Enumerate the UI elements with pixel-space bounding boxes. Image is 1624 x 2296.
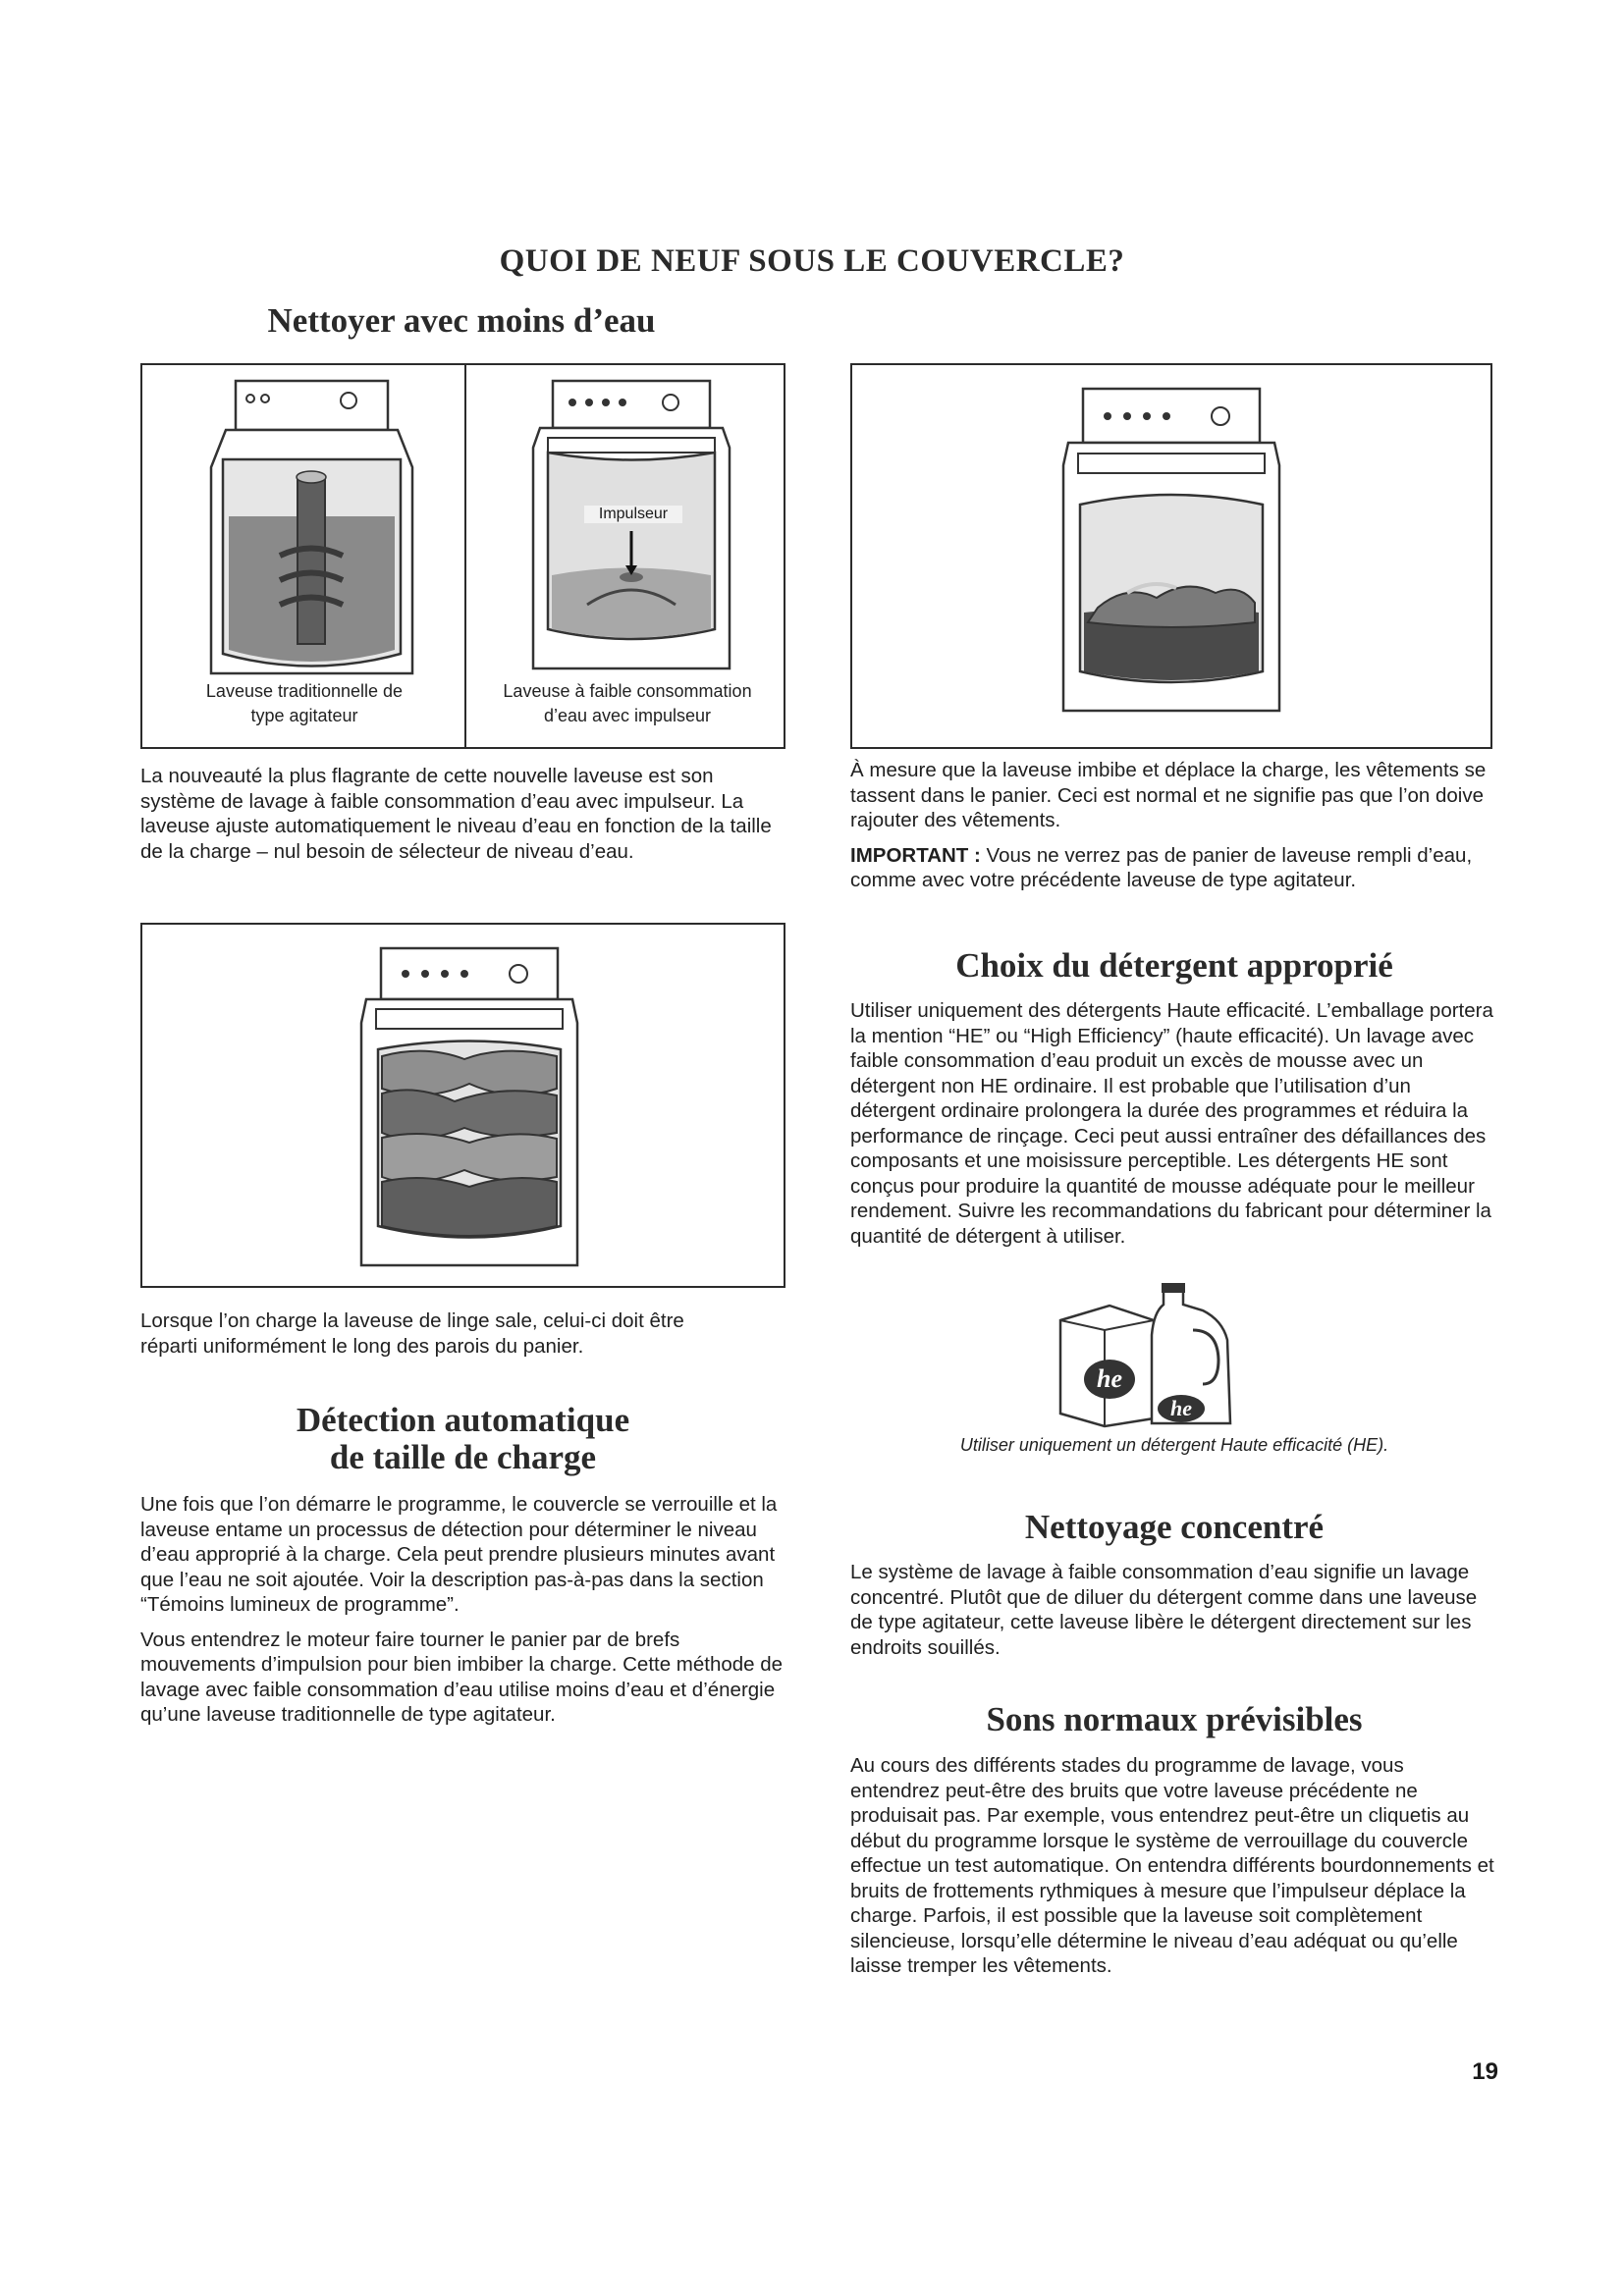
washer-settled-load-figure: [850, 363, 1492, 749]
page-number: 19: [1472, 2058, 1498, 2085]
detection-heading-line2: de taille de charge: [329, 1438, 597, 1476]
low-water-description: La nouveauté la plus flagrante de cette nouvelle laveuse est son système de lavage à faible consommation d’eau avec impulseur. La laveuse ajuste automatiquement le niveau d’eau en fonction de la taille de la charge – nul besoin de sélecteur de niveau d’eau.: [140, 765, 772, 863]
figure-caption-impeller-line1: Laveuse à faible consommation: [503, 681, 752, 701]
figure-caption-impeller-line2: d’eau avec impulseur: [543, 706, 712, 725]
section-heading-sounds: Sons normaux prévisibles: [986, 1700, 1363, 1738]
washer-loaded-figure: [140, 923, 785, 1288]
impulseur-label: Impulseur: [584, 506, 682, 523]
impeller-washer-illustration: [528, 379, 734, 673]
important-text: Vous ne verrez pas de panier de laveuse rempli d’eau, comme avec votre précédente laveuse de type agitateur.: [850, 843, 1473, 891]
figure-caption-agitator: [152, 679, 457, 728]
he-logo-box: he: [1097, 1364, 1122, 1393]
figure-caption-agitator-line2: type agitateur: [250, 706, 358, 725]
detection-paragraph-2: Vous entendrez le moteur faire tourner le panier par de brefs mouvements d’impulsion pour bien imbiber la charge. Cette méthode de lavage avec faible consommation d’eau utilise moins d’eau et d’énergie qu’une laveuse traditionnelle de type agitateur.: [140, 1628, 784, 1726]
he-logo-bottle: he: [1170, 1396, 1192, 1420]
section-heading-detection: [140, 1402, 785, 1476]
concentrated-body: Le système de lavage à faible consommation d’eau signifie un lavage concentré. Plutôt que de diluer du détergent comme dans une laveuse de type agitateur, cette laveuse libère le détergent directement sur les endroits souillés.: [850, 1561, 1478, 1659]
detection-heading-line1: Détection automatique: [296, 1401, 630, 1439]
section-heading-concentrated: Nettoyage concentré: [1024, 1508, 1325, 1546]
detection-body: [140, 1492, 784, 1737]
section-heading-detergent: Choix du détergent approprié: [955, 946, 1393, 985]
loaded-washer-illustration: [356, 946, 582, 1270]
settled-load-washer-illustration: [1058, 387, 1284, 716]
page-title: QUOI DE NEUF SOUS LE COUVERCLE?: [499, 243, 1125, 279]
figure-caption-impeller: [471, 679, 784, 728]
sounds-body: Au cours des différents stades du programme de lavage, vous entendrez peut-être des bruits que votre laveuse précédente ne produisait pas. Par exemple, vous entendrez peut-être un cliquetis au début du programme lorsque le système de verrouillage du couvercle effectue un test automatique. On entendra différents bourdonnements et bruits de frottements rythmiques à mesure que l’impulseur déplace la charge. Parfois, il est possible que la laveuse soit complètement silencieuse, lorsqu’elle détermine le niveau d’eau adéquat ou qu’elle laisse tremper les vêtements.: [850, 1754, 1494, 1977]
figure-divider: [464, 365, 466, 747]
settled-load-paragraph: À mesure que la laveuse imbibe et déplace la charge, les vêtements se tassent dans le panier. Ceci est normal et ne signifie pas que l’on doive rajouter des vêtements.: [850, 759, 1487, 831]
section-heading-low-water: Nettoyer avec moins d’eau: [267, 301, 656, 340]
washer-comparison-figure: [140, 363, 785, 749]
important-note: [850, 843, 1498, 893]
he-detergent-illustration: [1056, 1281, 1252, 1428]
load-description: Lorsque l’on charge la laveuse de linge sale, celui-ci doit être réparti uniformément le long des parois du panier.: [140, 1309, 684, 1358]
detergent-body: Utiliser uniquement des détergents Haute efficacité. L’emballage portera la mention “HE” ou “High Efficiency” (haute efficacité). Un lavage avec faible consommation d’eau produit un excès de mousse avec un détergent non HE ordinaire. Il est probable que l’utilisation d’un détergent ordinaire prolongera la durée des programmes et réduira la performance de rinçage. Ceci peut aussi entraîner des défaillances des composants et une moisissure perceptible. Les détergents HE sont conçus pour produire la quantité de mousse adéquate pour le meilleur rendement. Suivre les recommandations du fabricant pour déterminer la quantité de détergent à utiliser.: [850, 999, 1493, 1248]
detection-paragraph-1: Une fois que l’on démarre le programme, le couvercle se verrouille et la laveuse entame un processus de détection pour déterminer le niveau d’eau approprié à la charge. Cela peut prendre plusieurs minutes avant que l’eau ne soit ajoutée. Voir la description pas-à-pas dans la section “Témoins lumineux de programme”.: [140, 1493, 778, 1616]
agitator-washer-illustration: [201, 379, 417, 678]
settled-load-description: [850, 758, 1498, 903]
figure-caption-agitator-line1: Laveuse traditionnelle de: [205, 681, 404, 701]
detergent-image-caption: Utiliser uniquement un détergent Haute efficacité (HE).: [959, 1435, 1389, 1455]
important-label: IMPORTANT :: [850, 843, 981, 867]
